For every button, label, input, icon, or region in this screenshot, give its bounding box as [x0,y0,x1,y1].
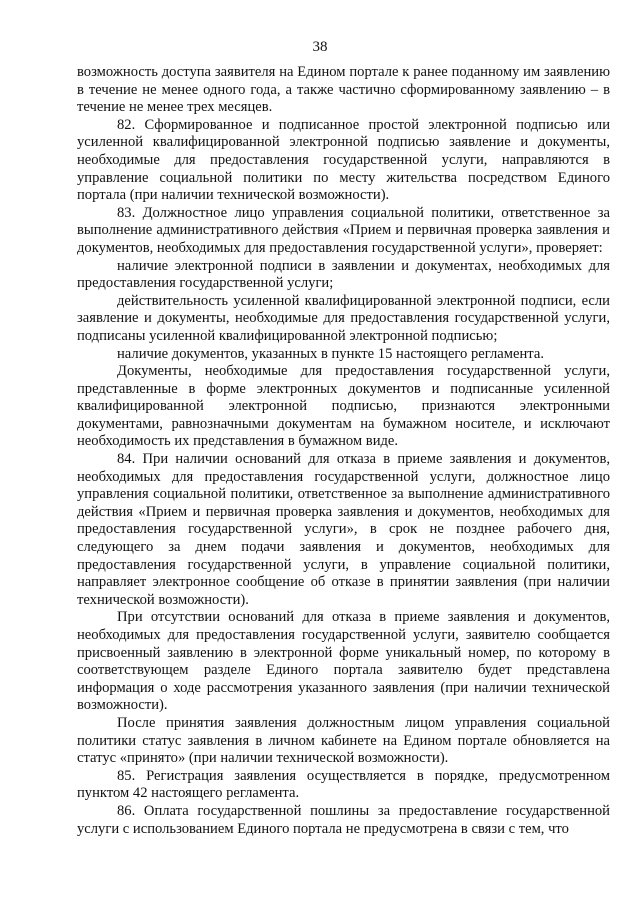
paragraph-continuation: возможность доступа заявителя на Едином портале к ранее поданному им заявлению в течение не менее одного года, а также частично сформированному заявлению – в течение не менее трех месяцев. [77,64,610,116]
page-number: 38 [312,39,328,55]
paragraph-84-no-grounds: При отсутствии оснований для отказа в приеме заявления и документов, необходимых для предоставления государственной услуги, заявителю сообщается присвоенный заявлению в электронной форме уникальный номер, по которому в соответствующем разделе Единого портала заявителю будет представлена информация о ходе рассмотрения указанного заявления (при наличии технической возможности). [77,609,610,714]
document-body [77,64,610,838]
paragraph-83-item-signature: наличие электронной подписи в заявлении и документах, необходимых для предоставления государственной услуги; [77,257,610,292]
paragraph-83-documents-equivalence: Документы, необходимые для предоставления государственной услуги, представленные в форме электронных документов и подписанные усиленной квалифицированной электронной подписью, признаются электронными документами, равнозначными документам на бумажном носителе, и исключают необходимость их представления в бумажном виде. [77,363,610,450]
paragraph-85: 85. Регистрация заявления осуществляется в порядке, предусмотренном пунктом 42 настоящего регламента. [77,767,610,802]
paragraph-83: 83. Должностное лицо управления социальной политики, ответственное за выполнение административного действия «Прием и первичная проверка заявления и документов, необходимых для предоставления государственной услуги», проверяет: [77,204,610,256]
paragraph-83-item-documents: наличие документов, указанных в пункте 15 настоящего регламента. [117,345,544,362]
paragraph-83-item-validity: действительность усиленной квалифицированной электронной подписи, если заявление и документы, необходимые для предоставления государственной услуги, подписаны усиленной квалифицированной электронной подписью; [77,292,610,344]
paragraph-82: 82. Сформированное и подписанное простой электронной подписью или усиленной квалифицированной электронной подписью заявление и документы, необходимые для предоставления государственной услуги, направляются в управление социальной политики по месту жительства посредством Единого портала (при наличии технической возможности). [77,116,610,204]
paragraph-86: 86. Оплата государственной пошлины за предоставление государственной услуги с использованием Единого портала не предусмотрена в связи с тем, что [77,802,610,837]
paragraph-84: 84. При наличии оснований для отказа в приеме заявления и документов, необходимых для предоставления государственной услуги, должностное лицо управления социальной политики, ответственное за выполнение административного действия «Прием и первичная проверка заявления и документов, необходимых для предоставления государственной услуги», в срок не позднее рабочего дня, следующего за днем подачи заявления и документов, необходимых для предоставления государственной услуги, в управление социальной политики, направляет электронное сообщение об отказе в принятии заявления (при наличии технической возможности). [77,451,610,608]
paragraph-84-status: После принятия заявления должностным лицом управления социальной политики статус заявления в личном кабинете на Едином портале обновляется на статус «принято» (при наличии технической возможности). [77,714,610,767]
